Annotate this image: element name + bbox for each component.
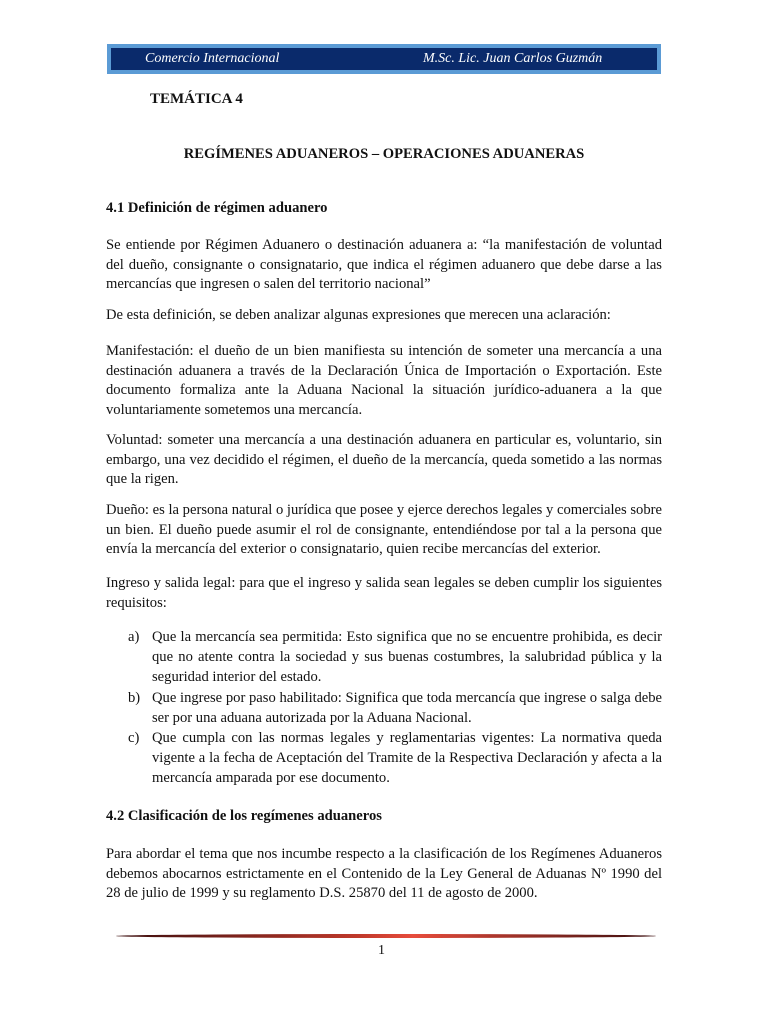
list-marker: b)	[128, 689, 141, 706]
paragraph-ingreso-salida: Ingreso y salida legal: para que el ingreso y salida sean legales se deben cumplir los siguientes requisitos:	[106, 575, 662, 611]
header-course-title: Comercio Internacional	[145, 51, 280, 66]
paragraph-definition: Se entiende por Régimen Aduanero o destinación aduanera a: “la manifestación de voluntad del dueño, consignante o consignatario, que indica el régimen aduanero que debe darse a las mercancías que ingresen o salen del territorio nacional”	[106, 237, 662, 293]
list-item	[128, 627, 662, 688]
list-marker: c)	[128, 730, 140, 747]
page-header	[107, 44, 661, 74]
header-author: M.Sc. Lic. Juan Carlos Guzmán	[423, 51, 603, 66]
paragraph-clasificacion: Para abordar el tema que nos incumbe respecto a la clasificación de los Regímenes Aduaneros debemos abocarnos estrictamente en el Contenido de la Ley General de Aduanas Nº 1990 del 28 de julio de 1999 y su reglamento D.S. 25870 del 11 de agosto de 2000.	[106, 846, 662, 902]
list-item-text: Que cumpla con las normas legales y reglamentarias vigentes: La normativa queda vigente a la fecha de Aceptación del Tramite de la Respectiva Declaración y afecta a la mercancía amparada por ese documento.	[152, 730, 662, 787]
section-heading-4-1: 4.1 Definición de régimen aduanero	[106, 200, 328, 216]
page-number: 1	[378, 943, 385, 958]
page-header-inner	[111, 48, 657, 70]
list-item-text: Que la mercancía sea permitida: Esto significa que no se encuentre prohibida, es decir que no atente contra la sociedad y sus buenas costumbres, la salubridad pública y la seguridad interior del estado.	[152, 629, 662, 686]
footer-divider	[116, 934, 656, 938]
requirements-list	[128, 627, 662, 789]
list-item	[128, 688, 662, 728]
paragraph-voluntad: Voluntad: someter una mercancía a una destinación aduanera en particular es, voluntario, sin embargo, una vez decidido el régimen, el dueño de la mercancía, queda sometido a las normas que la rigen.	[106, 432, 662, 488]
section-heading-4-2: 4.2 Clasificación de los regímenes aduaneros	[106, 808, 382, 824]
document-title: REGÍMENES ADUANEROS – OPERACIONES ADUANERAS	[183, 146, 585, 162]
paragraph-dueno: Dueño: es la persona natural o jurídica que posee y ejerce derechos legales y comerciales sobre un bien. El dueño puede asumir el rol de consignante, entendiéndose por tal a la persona que envía la mercancía del exterior o consignatario, quien recibe mercancías del exterior.	[106, 502, 662, 558]
paragraph-analysis-intro: De esta definición, se deben analizar algunas expresiones que merecen una aclaración:	[106, 307, 611, 323]
list-item-text: Que ingrese por paso habilitado: Significa que toda mercancía que ingrese o salga debe ser por una aduana autorizada por la Aduana Nacional.	[152, 689, 662, 726]
list-item	[128, 728, 662, 789]
tematica-label: TEMÁTICA 4	[150, 91, 243, 107]
list-marker: a)	[128, 629, 140, 645]
paragraph-manifestacion: Manifestación: el dueño de un bien manifiesta su intención de someter una mercancía a una destinación aduanera a través de la Declaración Única de Importación o Exportación. Este documento formaliza ante la Aduana Nacional la situación jurídico-aduanera a la que voluntariamente sometemos una mercancía.	[106, 343, 662, 418]
